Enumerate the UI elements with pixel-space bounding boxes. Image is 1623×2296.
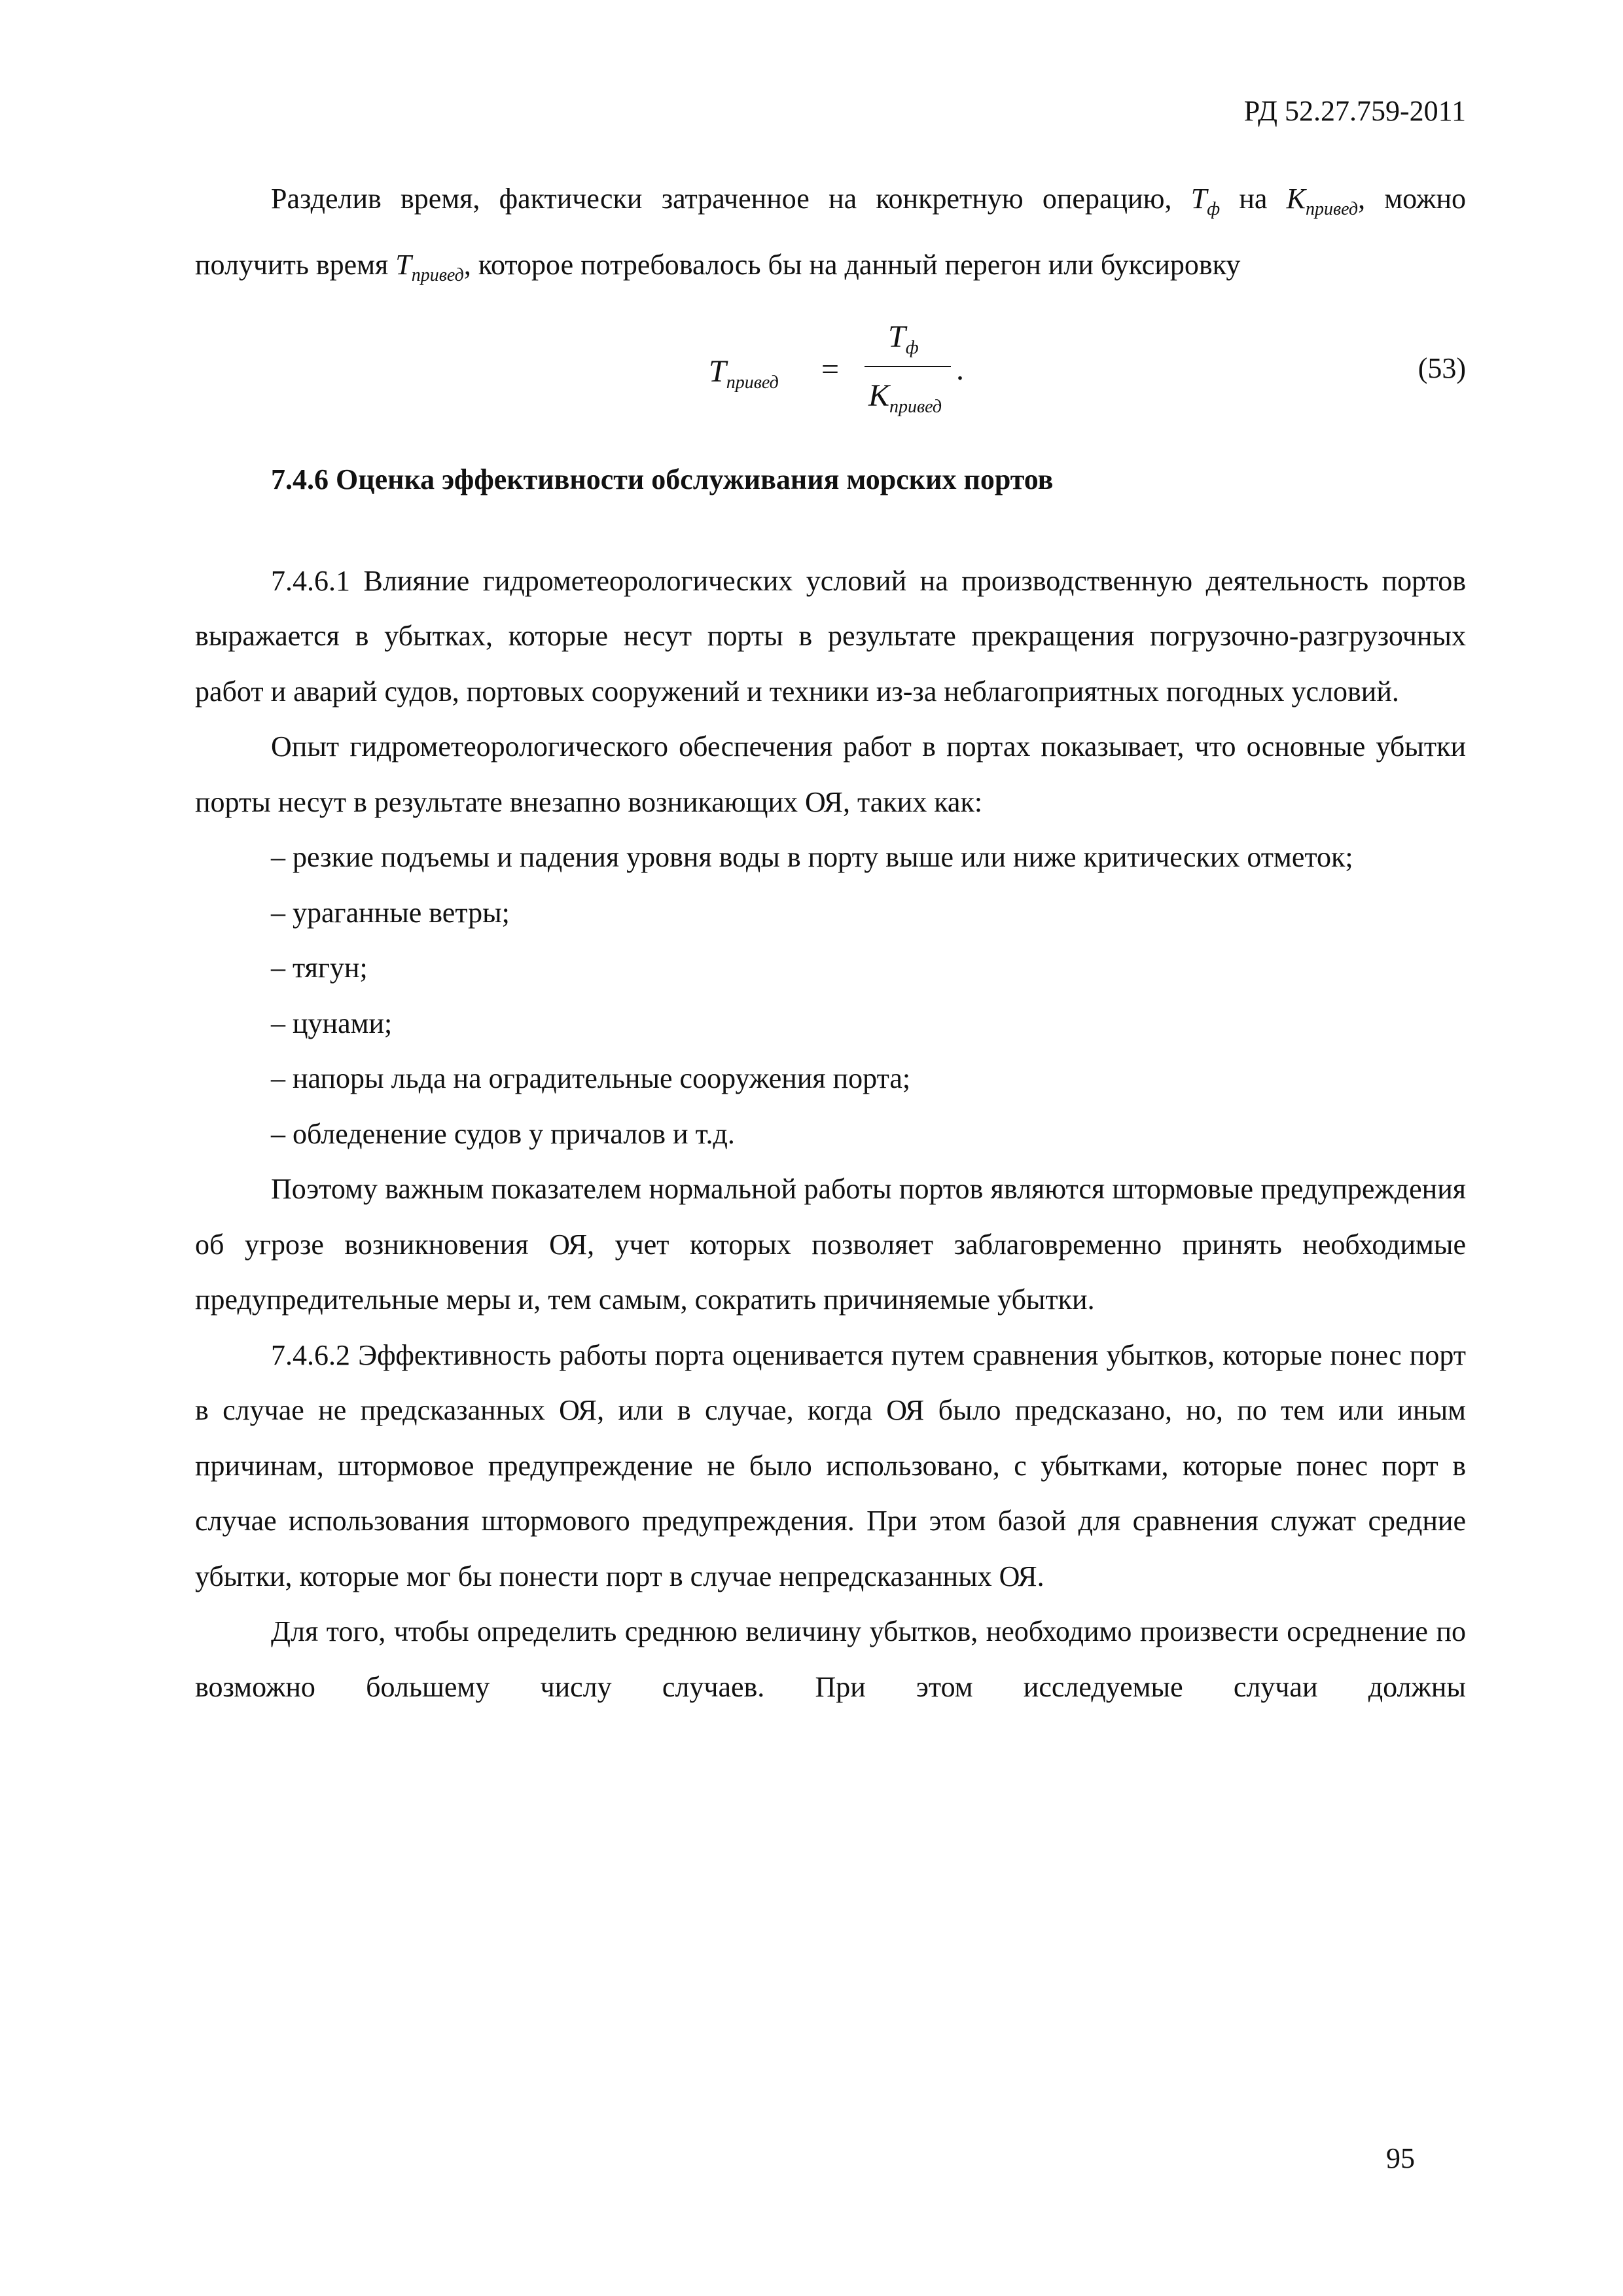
- formula-numerator: $T_ф$: [888, 319, 919, 358]
- paragraph-experience: Опыт гидрометеорологического обеспечения работ в портах показывает, что основные убытки порты несут в результате внезапно возникающих ОЯ, таких как:: [195, 730, 1466, 818]
- formula-53: [195, 303, 1466, 417]
- symbol-k-priv: $K_{привед}$: [1286, 183, 1359, 219]
- document-code: РД 52.27.759-2011: [1243, 95, 1466, 127]
- formula-denominator: $K_{привед}$: [868, 378, 942, 417]
- formula-period: .: [956, 352, 964, 387]
- paragraph-warnings: Поэтому важным показателем нормальной работы портов являются штормовые предупреждения об угрозе возникновения ОЯ, учет которых позволяет заблаговременно принять необходимые предупредительные меры и, тем самым, сократить причиняемые убытки.: [195, 1173, 1466, 1316]
- page-content: [195, 171, 1466, 1715]
- list-item: – резкие подъемы и падения уровня воды в порту выше или ниже критических отметок;: [271, 841, 1353, 873]
- list-item: – тягун;: [271, 952, 368, 984]
- formula-fraction: [865, 303, 951, 417]
- paragraph-7-4-6-2: 7.4.6.2 Эффективность работы порта оценивается путем сравнения убытков, которые понес порт в случае не предсказанных ОЯ, или в случае, когда ОЯ было предсказано, но, по тем или иным причинам, штормовое предупреждение не было использовано, с убытками, которые понес порт в случае использования штормового предупреждения. При этом базой для сравнения служат средние убытки, которые мог бы понести порт в случае непредсказанных ОЯ.: [195, 1338, 1466, 1592]
- symbol-t-f: $T_ф$: [1190, 183, 1221, 219]
- list-item: – напоры льда на оградительные сооружения порта;: [271, 1062, 911, 1094]
- list-item: – цунами;: [271, 1007, 393, 1039]
- intro-text-mid: на: [1220, 183, 1287, 215]
- section-heading: 7.4.6 Оценка эффективности обслуживания морских портов: [271, 463, 1054, 495]
- page-number: 95: [1386, 2142, 1415, 2174]
- formula-lhs: $T_{привед}$: [709, 354, 779, 393]
- formula-number: (53): [1418, 352, 1466, 384]
- paragraph-7-4-6-1: 7.4.6.1 Влияние гидрометеорологических условий на производственную деятельность портов выражается в убытках, которые несут порты в результате прекращения погрузочно-разгрузочных работ и аварий судов, портовых сооружений и техники из-за неблагоприятных погодных условий.: [195, 564, 1466, 708]
- intro-text-1: Разделив время, фактически затраченное на конкретную операцию,: [271, 183, 1191, 215]
- intro-text-2: , можно получить время: [195, 183, 1466, 281]
- intro-paragraph: [195, 171, 1466, 303]
- intro-text-3: , которое потребовалось бы на данный перегон или буксировку: [463, 248, 1241, 281]
- list-item: – обледенение судов у причалов и т.д.: [271, 1117, 735, 1150]
- formula-equals: =: [821, 352, 840, 387]
- list-item: – ураганные ветры;: [271, 896, 510, 929]
- fraction-bar: [865, 366, 951, 367]
- paragraph-averaging: Для того, чтобы определить среднюю величину убытков, необходимо произвести осреднение по возможно большему числу случаев. При этом исследуемые случаи должны: [195, 1615, 1466, 1703]
- symbol-t-priv: $T_{привед}$: [395, 248, 464, 285]
